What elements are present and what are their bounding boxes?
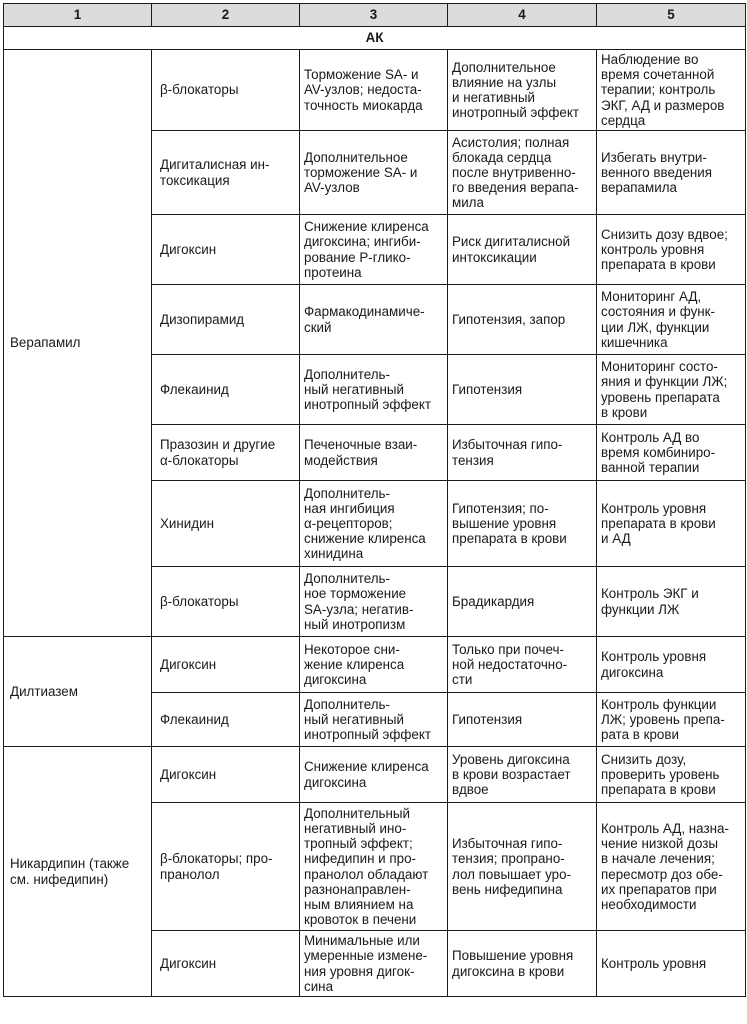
recommendation-cell: Мониторинг АД, состояния и функ- ции ЛЖ, функции кишечника — [597, 285, 746, 355]
mechanism-cell: Фармакодинамиче- ский — [300, 285, 448, 355]
effect-cell: Уровень дигоксина в крови возрастает вдвое — [448, 747, 597, 803]
effect-cell: Повышение уровня дигоксина в крови — [448, 931, 597, 997]
interacting-drug-cell: Дигоксин — [152, 931, 300, 997]
recommendation-cell: Контроль функции ЛЖ; уровень препа- рата в крови — [597, 693, 746, 747]
column-header: 5 — [597, 4, 746, 27]
effect-cell: Дополнительное влияние на узлы и негативный инотропный эффект — [448, 50, 597, 131]
table-row — [4, 50, 746, 131]
effect-cell: Брадикардия — [448, 567, 597, 637]
recommendation-cell: Наблюдение во время сочетанной терапии; контроль ЭКГ, АД и размеров сердца — [597, 50, 746, 131]
mechanism-cell: Торможение SA- и AV-узлов; недоста- точность миокарда — [300, 50, 448, 131]
mechanism-cell: Дополнитель- ный негативный инотропный эффект — [300, 693, 448, 747]
interacting-drug-cell: Празозин и другие α-блокаторы — [152, 425, 300, 481]
effect-cell: Избыточная гипо- тензия — [448, 425, 597, 481]
effect-cell: Асистолия; полная блокада сердца после внутривенно- го введения верапа- мила — [448, 131, 597, 215]
effect-cell: Гипотензия, запор — [448, 285, 597, 355]
mechanism-cell: Дополнитель- ная ингибиция α-рецепторов; снижение клиренса хинидина — [300, 481, 448, 567]
table-row — [4, 747, 746, 803]
recommendation-cell: Избегать внутри- венного введения верапамила — [597, 131, 746, 215]
drug-name-cell: Никардипин (также см. нифедипин) — [4, 747, 152, 997]
interacting-drug-cell: Дигоксин — [152, 637, 300, 693]
effect-cell: Гипотензия — [448, 355, 597, 425]
effect-cell: Избыточная гипо- тензия; пропрано- лол повышает уро- вень нифедипина — [448, 803, 597, 931]
interacting-drug-cell: Дигоксин — [152, 215, 300, 285]
interacting-drug-cell: Флекаинид — [152, 693, 300, 747]
column-header: 2 — [152, 4, 300, 27]
recommendation-cell: Мониторинг состо- яния и функции ЛЖ; уровень препарата в крови — [597, 355, 746, 425]
mechanism-cell: Некоторое сни- жение клиренса дигоксина — [300, 637, 448, 693]
interacting-drug-cell: β-блокаторы — [152, 50, 300, 131]
interacting-drug-cell: Хинидин — [152, 481, 300, 567]
interacting-drug-cell: Дигоксин — [152, 747, 300, 803]
effect-cell: Гипотензия; по- вышение уровня препарата в крови — [448, 481, 597, 567]
mechanism-cell: Снижение клиренса дигоксина; ингиби- рование Р-глико- протеина — [300, 215, 448, 285]
recommendation-cell: Контроль уровня препарата в крови и АД — [597, 481, 746, 567]
column-header: 1 — [4, 4, 152, 27]
interacting-drug-cell: β-блокаторы; про- пранолол — [152, 803, 300, 931]
mechanism-cell: Печеночные взаи- модействия — [300, 425, 448, 481]
column-header: 4 — [448, 4, 597, 27]
recommendation-cell: Контроль ЭКГ и функции ЛЖ — [597, 567, 746, 637]
recommendation-cell: Контроль АД, назна- чение низкой дозы в начале лечения; пересмотр доз обе- их препаратов при необходимости — [597, 803, 746, 931]
section-row — [4, 27, 746, 50]
table-row — [4, 637, 746, 693]
mechanism-cell: Минимальные или умеренные измене- ния уровня дигок- сина — [300, 931, 448, 997]
mechanism-cell: Дополнитель- ное торможение SA-узла; негатив- ный инотропизм — [300, 567, 448, 637]
header-row — [4, 4, 746, 27]
recommendation-cell: Снизить дозу, проверить уровень препарата в крови — [597, 747, 746, 803]
mechanism-cell: Дополнительный негативный ино- тропный эффект; нифедипин и про- пранолол обладают разнонаправлен- ным влиянием на кровоток в печени — [300, 803, 448, 931]
mechanism-cell: Дополнитель- ный негативный инотропный эффект — [300, 355, 448, 425]
column-header: 3 — [300, 4, 448, 27]
recommendation-cell: Контроль уровня дигоксина — [597, 637, 746, 693]
recommendation-cell: Контроль уровня — [597, 931, 746, 997]
drug-name-cell: Дилтиазем — [4, 637, 152, 747]
interacting-drug-cell: Дигиталисная ин- токсикация — [152, 131, 300, 215]
interacting-drug-cell: Флекаинид — [152, 355, 300, 425]
interacting-drug-cell: Дизопирамид — [152, 285, 300, 355]
effect-cell: Гипотензия — [448, 693, 597, 747]
mechanism-cell: Дополнительное торможение SA- и AV-узлов — [300, 131, 448, 215]
recommendation-cell: Снизить дозу вдвое; контроль уровня препарата в крови — [597, 215, 746, 285]
mechanism-cell: Снижение клиренса дигоксина — [300, 747, 448, 803]
section-title: АК — [4, 27, 746, 50]
interacting-drug-cell: β-блокаторы — [152, 567, 300, 637]
drug-name-cell: Верапамил — [4, 50, 152, 637]
drug-interactions-table — [3, 3, 746, 997]
recommendation-cell: Контроль АД во время комбиниро- ванной терапии — [597, 425, 746, 481]
effect-cell: Только при почеч- ной недостаточно- сти — [448, 637, 597, 693]
effect-cell: Риск дигиталисной интоксикации — [448, 215, 597, 285]
